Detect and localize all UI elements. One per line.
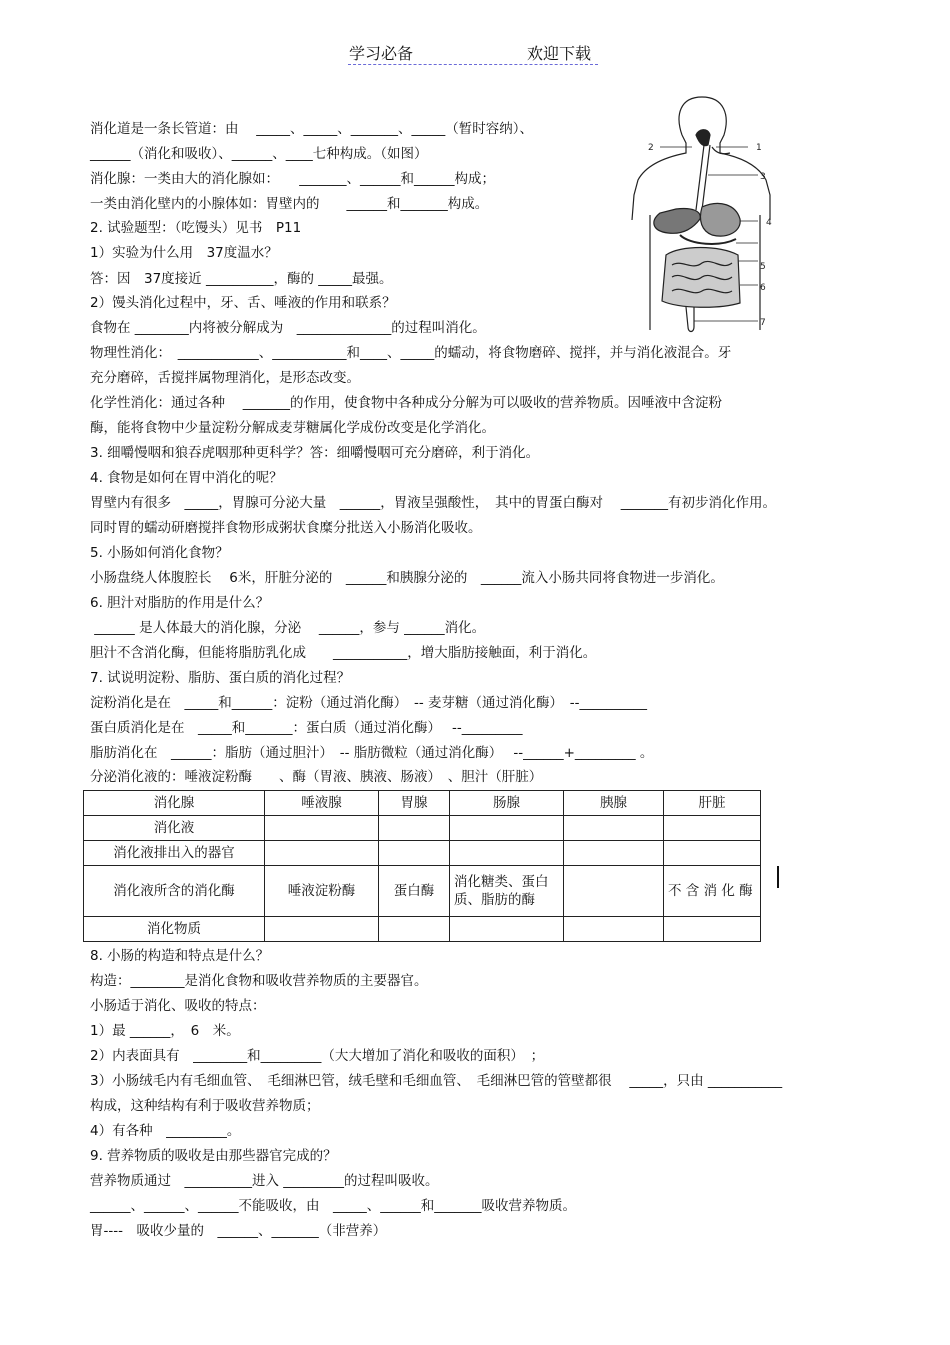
table-header-cell: 胰腺 <box>564 791 664 816</box>
text-line: 胃壁内有很多 _____，胃腺可分泌大量 ______，胃液呈强酸性， 其中的胃蛋白酶对 _______有初步消化作用。 <box>90 495 777 511</box>
text-line: 物理性消化： ____________、___________和____、_____的蠕动，将食物磨碎、搅拌，并与消化液混合。牙 <box>90 345 732 361</box>
text-line: 化学性消化：通过各种 _______的作用，使食物中各种成分分解为可以吸收的营养物质。因唾液中含淀粉 <box>90 395 723 411</box>
text-line: 食物在 ________内将被分解成为 ______________的过程叫消化。 <box>90 320 486 336</box>
table-row <box>84 917 761 942</box>
diagram-label: 5 <box>760 262 766 272</box>
diagram-label: 4 <box>766 218 772 228</box>
text-line: 9. 营养物质的吸收是由那些器官完成的？ <box>90 1148 337 1164</box>
table-cell <box>564 816 664 841</box>
table-cell: 消化液 <box>84 816 265 841</box>
header-right-text: 欢迎下载 <box>527 44 592 63</box>
text-line: 7. 试说明淀粉、脂肪、蛋白质的消化过程？ <box>90 670 351 686</box>
text-line: 2）内表面具有 ________和_________（大大增加了消化和吸收的面积） ； <box>90 1048 545 1064</box>
table-cell <box>664 816 761 841</box>
table-header-cell: 胃腺 <box>379 791 450 816</box>
table-cell <box>450 816 564 841</box>
header-divider <box>348 64 598 65</box>
text-line: 胃---- 吸收少量的 ______、_______（非营养） <box>90 1223 387 1239</box>
diagram-label: 7 <box>760 318 766 328</box>
table-header-cell: 肝脏 <box>664 791 761 816</box>
table-cell <box>564 917 664 942</box>
table-cell: 唾液淀粉酶 <box>265 866 379 917</box>
table-cell <box>265 816 379 841</box>
text-line: 4）有各种 _________。 <box>90 1123 241 1139</box>
text-line: 2）馒头消化过程中，牙、舌、唾液的作用和联系？ <box>90 295 396 311</box>
diagram-label: 1 <box>756 143 762 153</box>
text-line: ______、______、______不能吸收，由 _____、______和_______吸收营养物质。 <box>90 1198 576 1214</box>
table-cell <box>265 841 379 866</box>
table-cell <box>450 917 564 942</box>
text-cursor-mark <box>777 866 779 888</box>
text-line: 8. 小肠的构造和特点是什么？ <box>90 948 270 964</box>
text-line: ______（消化和吸收）、______、____七种构成。（如图） <box>90 146 428 162</box>
text-line: 3）小肠绒毛内有毛细血管、 毛细淋巴管，绒毛壁和毛细血管、 毛细淋巴管的管壁都很 _____，只由 ___________ <box>90 1073 783 1089</box>
table-cell: 蛋白酶 <box>379 866 450 917</box>
table-cell: 消化糖类、蛋白质、脂肪的酶 <box>450 866 564 917</box>
table-row <box>84 866 761 917</box>
text-line: 构造：________是消化食物和吸收营养物质的主要器官。 <box>90 973 428 989</box>
text-line: 淀粉消化是在 _____和______：淀粉（通过消化酶） -- 麦芽糖（通过消化酶） --__________ <box>90 695 648 711</box>
table-cell <box>450 841 564 866</box>
table-cell: 消化液排出入的器官 <box>84 841 265 866</box>
table-row <box>84 816 761 841</box>
table-cell <box>379 841 450 866</box>
text-line: ______ 是人体最大的消化腺，分泌 ______，参与 ______消化。 <box>90 620 486 636</box>
text-line: 6. 胆汁对脂肪的作用是什么？ <box>90 595 270 611</box>
table-cell <box>379 816 450 841</box>
text-line: 一类由消化壁内的小腺体如：胃壁内的 ______和_______构成。 <box>90 196 489 212</box>
header-left-text: 学习必备 <box>349 44 414 63</box>
digestive-system-diagram <box>620 95 780 335</box>
text-line: 5. 小肠如何消化食物？ <box>90 545 229 561</box>
text-line: 构成，这种结构有利于吸收营养物质； <box>90 1098 320 1114</box>
text-line: 酶，能将食物中少量淀粉分解成麦芽糖属化学成份改变是化学消化。 <box>90 420 495 436</box>
table-header-row <box>84 791 761 816</box>
table-cell: 消化液所含的消化酶 <box>84 866 265 917</box>
text-line: 2. 试验题型：（吃馒头）见书 P11 <box>90 220 302 236</box>
table-cell <box>664 841 761 866</box>
diagram-label: 6 <box>760 283 766 293</box>
table-row <box>84 841 761 866</box>
table-cell: 消化物质 <box>84 917 265 942</box>
diagram-label: 2 <box>648 143 654 153</box>
table-cell <box>664 917 761 942</box>
text-line: 1）实验为什么用 37度温水？ <box>90 245 278 261</box>
text-line: 蛋白质消化是在 _____和_______：蛋白质（通过消化酶） --_________ <box>90 720 523 736</box>
text-line: 消化道是一条长管道：由 _____、_____、_______、_____（暂时容纳）、 <box>90 121 534 137</box>
table-header-cell: 肠腺 <box>450 791 564 816</box>
table-header-cell: 唾液腺 <box>265 791 379 816</box>
text-line: 3. 细嚼慢咽和狼吞虎咽那种更科学？答：细嚼慢咽可充分磨碎，利于消化。 <box>90 445 540 461</box>
digestive-gland-table <box>83 790 761 942</box>
text-line: 4. 食物是如何在胃中消化的呢？ <box>90 470 283 486</box>
text-line: 答：因 37度接近 __________，酶的 _____最强。 <box>90 271 393 287</box>
text-line: 脂肪消化在 ______：脂肪（通过胆汁） -- 脂肪微粒（通过消化酶） --______+_________ 。 <box>90 745 654 761</box>
table-cell <box>564 866 664 917</box>
text-line: 1）最 ______， 6 米。 <box>90 1023 240 1039</box>
table-cell <box>265 917 379 942</box>
text-line: 充分磨碎，舌搅拌属物理消化，是形态改变。 <box>90 370 360 386</box>
diagram-label: 3 <box>760 172 766 182</box>
text-line: 胆汁不含消化酶，但能将脂肪乳化成 ___________，增大脂肪接触面，利于消化。 <box>90 645 597 661</box>
text-line: 分泌消化液的：唾液淀粉酶 、酶（胃液、胰液、肠液） 、胆汁（肝脏） <box>90 769 543 785</box>
table-header-cell: 消化腺 <box>84 791 265 816</box>
text-line: 营养物质通过 __________进入 _________的过程叫吸收。 <box>90 1173 439 1189</box>
table-cell <box>564 841 664 866</box>
text-line: 消化腺：一类由大的消化腺如： _______、______和______构成； <box>90 171 495 187</box>
text-line: 小肠盘绕人体腹腔长 6米，肝脏分泌的 ______和胰腺分泌的 ______流入小肠共同将食物进一步消化。 <box>90 570 724 586</box>
text-line: 小肠适于消化、吸收的特点： <box>90 998 266 1014</box>
text-line: 同时胃的蠕动研磨搅拌食物形成粥状食糜分批送入小肠消化吸收。 <box>90 520 482 536</box>
table-cell <box>379 917 450 942</box>
table-cell: 不 含 消 化 酶 <box>664 866 761 917</box>
